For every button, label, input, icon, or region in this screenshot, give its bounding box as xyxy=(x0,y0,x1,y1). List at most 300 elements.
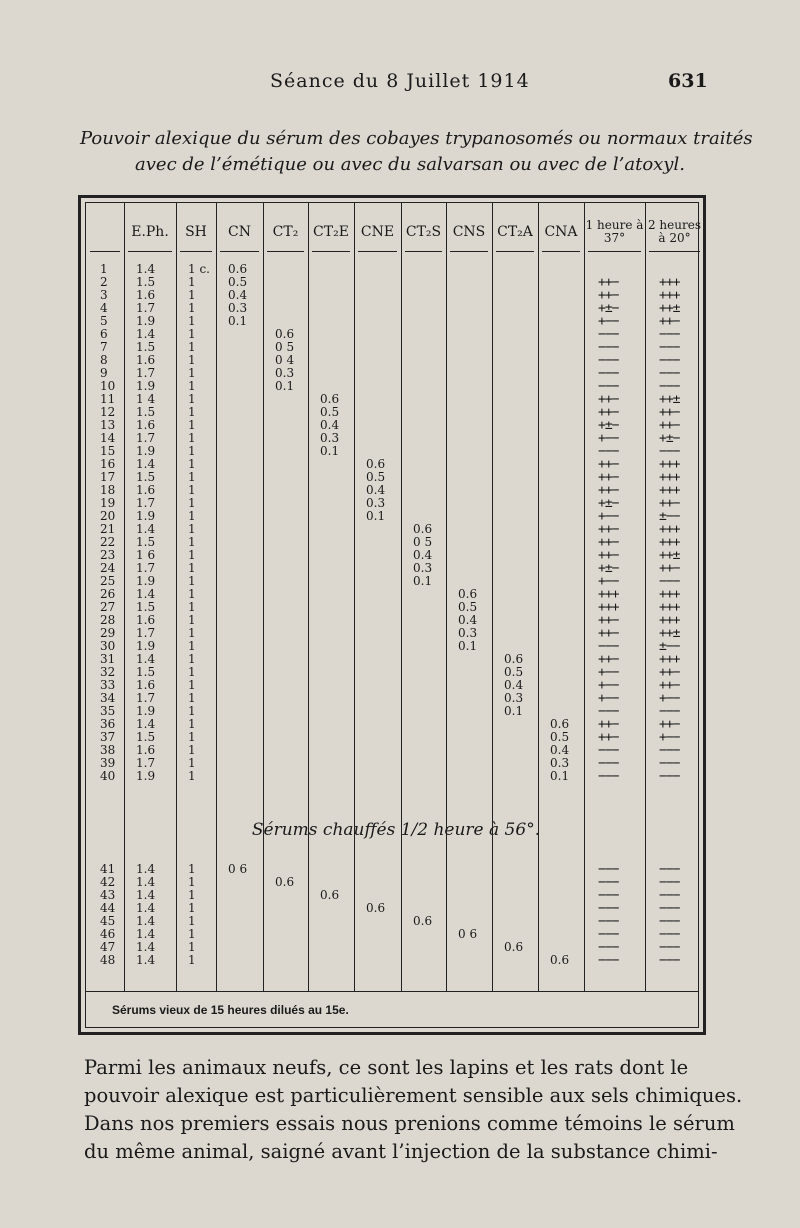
cell-row-number: 19 xyxy=(100,496,116,510)
cell-eph: 1.7 xyxy=(136,691,156,705)
cell-sh: 1 xyxy=(188,678,196,692)
cell-sh: 1 xyxy=(188,927,196,941)
paragraph-line-3: Dans nos premiers essais nous prenions comme témoins le sérum xyxy=(84,1112,735,1135)
cell-eph: 1.9 xyxy=(136,639,156,653)
cell-sh: 1 xyxy=(188,756,196,770)
reaction-hours-2-20: +++ xyxy=(659,288,680,303)
cell-eph: 1.4 xyxy=(136,940,156,954)
reaction-hours-2-20: ++− xyxy=(659,561,680,576)
reaction-hour-1-37: −−− xyxy=(598,953,619,968)
cell-eph: 1.4 xyxy=(136,953,156,967)
cell-row-number: 12 xyxy=(100,405,116,419)
cell-sh: 1 xyxy=(188,483,196,497)
reaction-hours-2-20: −−− xyxy=(659,914,680,929)
cell-row-number: 35 xyxy=(100,704,116,718)
cell-sh: 1 xyxy=(188,665,196,679)
reaction-hour-1-37: −−− xyxy=(598,743,619,758)
cell-row-number: 30 xyxy=(100,639,116,653)
reaction-hour-1-37: +−− xyxy=(598,665,619,680)
column-rule xyxy=(263,203,264,991)
cell-cns: 0.6 xyxy=(458,587,478,601)
reaction-hours-2-20: −−− xyxy=(659,953,680,968)
caption-line-1: Pouvoir alexique du sérum des cobayes trypanosomés ou normaux traités xyxy=(80,128,753,149)
cell-row-number: 48 xyxy=(100,953,116,967)
cell-cna: 0.5 xyxy=(550,730,570,744)
reaction-hour-1-37: −−− xyxy=(598,756,619,771)
cell-sh: 1 xyxy=(188,327,196,341)
cell-eph: 1.9 xyxy=(136,444,156,458)
cell-eph: 1.9 xyxy=(136,379,156,393)
cell-sh: 1 xyxy=(188,769,196,783)
cell-sh: 1 xyxy=(188,639,196,653)
cell-sh: 1 xyxy=(188,548,196,562)
reaction-hours-2-20: +++ xyxy=(659,275,680,290)
cell-eph: 1 4 xyxy=(136,392,156,406)
header-underline xyxy=(220,251,259,252)
reaction-hour-1-37: ++− xyxy=(598,548,619,563)
cell-row-number: 7 xyxy=(100,340,108,354)
reaction-hours-2-20: ++− xyxy=(659,678,680,693)
reaction-hour-1-37: −−− xyxy=(598,901,619,916)
cell-ct2a: 0.4 xyxy=(504,678,524,692)
column-header-cne: CNE xyxy=(360,223,395,240)
cell-cns: 0 6 xyxy=(458,927,478,941)
reaction-hours-2-20: −−− xyxy=(659,379,680,394)
reaction-hours-2-20: −−− xyxy=(659,940,680,955)
reaction-hour-1-37: ++− xyxy=(598,288,619,303)
cell-eph: 1.5 xyxy=(136,730,156,744)
reaction-hour-1-37: +−− xyxy=(598,509,619,524)
header-underline xyxy=(180,251,212,252)
reaction-hour-1-37: +±− xyxy=(598,301,619,316)
reaction-hours-2-20: +++ xyxy=(659,600,680,615)
cell-cne: 0.6 xyxy=(366,901,386,915)
cell-sh: 1 xyxy=(188,353,196,367)
cell-eph: 1 6 xyxy=(136,548,156,562)
cell-cne: 0.5 xyxy=(366,470,386,484)
cell-eph: 1.7 xyxy=(136,431,156,445)
cell-eph: 1.5 xyxy=(136,665,156,679)
cell-sh: 1 xyxy=(188,875,196,889)
column-rule xyxy=(645,203,646,991)
cell-row-number: 45 xyxy=(100,914,116,928)
reaction-hours-2-20: ++± xyxy=(659,626,680,641)
cell-eph: 1.4 xyxy=(136,587,156,601)
reaction-hour-1-37: −−− xyxy=(598,639,619,654)
cell-cne: 0.4 xyxy=(366,483,386,497)
cell-cn: 0.3 xyxy=(228,301,248,315)
reaction-hour-1-37: +−− xyxy=(598,574,619,589)
reaction-hours-2-20: −−− xyxy=(659,366,680,381)
cell-row-number: 41 xyxy=(100,862,116,876)
header-underline xyxy=(358,251,397,252)
cell-cn: 0.1 xyxy=(228,314,248,328)
cell-eph: 1.4 xyxy=(136,717,156,731)
cell-cna: 0.1 xyxy=(550,769,570,783)
reaction-hours-2-20: ++± xyxy=(659,392,680,407)
cell-sh: 1 xyxy=(188,652,196,666)
cell-row-number: 25 xyxy=(100,574,116,588)
cell-sh: 1 xyxy=(188,691,196,705)
cell-eph: 1.7 xyxy=(136,626,156,640)
reaction-hour-1-37: ++− xyxy=(598,626,619,641)
cell-cn: 0 6 xyxy=(228,862,248,876)
cell-eph: 1.5 xyxy=(136,405,156,419)
cell-sh: 1 xyxy=(188,730,196,744)
paragraph-line-2: pouvoir alexique est particulièrement sensible aux sels chimiques. xyxy=(84,1084,743,1107)
cell-sh: 1 xyxy=(188,418,196,432)
cell-ct2e: 0.6 xyxy=(320,392,340,406)
reaction-hour-1-37: ++− xyxy=(598,275,619,290)
cell-eph: 1.9 xyxy=(136,704,156,718)
cell-row-number: 43 xyxy=(100,888,116,902)
cell-ct2: 0 5 xyxy=(275,340,295,354)
column-rule xyxy=(176,203,177,991)
cell-ct2e: 0.1 xyxy=(320,444,340,458)
running-header xyxy=(0,70,800,96)
column-header-cn: CN xyxy=(228,223,251,240)
cell-sh: 1 xyxy=(188,444,196,458)
header-underline xyxy=(450,251,488,252)
cell-eph: 1.4 xyxy=(136,652,156,666)
reaction-hours-2-20: ++− xyxy=(659,665,680,680)
cell-eph: 1.4 xyxy=(136,862,156,876)
reaction-hours-2-20: +++ xyxy=(659,483,680,498)
cell-sh: 1 xyxy=(188,535,196,549)
cell-row-number: 33 xyxy=(100,678,116,692)
reaction-hours-2-20: −−− xyxy=(659,756,680,771)
cell-eph: 1.6 xyxy=(136,678,156,692)
cell-row-number: 27 xyxy=(100,600,116,614)
cell-sh: 1 xyxy=(188,496,196,510)
reaction-hours-2-20: −−− xyxy=(659,888,680,903)
cell-sh: 1 xyxy=(188,626,196,640)
cell-row-number: 17 xyxy=(100,470,116,484)
reaction-hour-1-37: ++− xyxy=(598,730,619,745)
cell-eph: 1.7 xyxy=(136,301,156,315)
cell-row-number: 11 xyxy=(100,392,116,406)
cell-ct2e: 0.5 xyxy=(320,405,340,419)
cell-row-number: 28 xyxy=(100,613,116,627)
reaction-hour-1-37: −−− xyxy=(598,940,619,955)
column-rule xyxy=(401,203,402,991)
reaction-hour-1-37: −−− xyxy=(598,444,619,459)
cell-eph: 1.4 xyxy=(136,457,156,471)
cell-cna: 0.4 xyxy=(550,743,570,757)
cell-row-number: 38 xyxy=(100,743,116,757)
cell-eph: 1.5 xyxy=(136,600,156,614)
column-header-sh: SH xyxy=(185,223,207,240)
reaction-hours-2-20: −−− xyxy=(659,862,680,877)
cell-sh: 1 xyxy=(188,457,196,471)
column-rule xyxy=(124,203,125,991)
cell-row-number: 15 xyxy=(100,444,116,458)
reaction-hours-2-20: +++ xyxy=(659,652,680,667)
cell-row-number: 31 xyxy=(100,652,116,666)
column-header-ct2e: CT₂E xyxy=(313,223,349,240)
cell-sh: 1 xyxy=(188,275,196,289)
cell-sh: 1 xyxy=(188,366,196,380)
reaction-hour-1-37: +−− xyxy=(598,314,619,329)
column-header-hour-1-37: 1 heure à 37° xyxy=(585,218,644,245)
column-rule xyxy=(538,203,539,991)
column-rule xyxy=(354,203,355,991)
reaction-hours-2-20: −−− xyxy=(659,574,680,589)
cell-sh: 1 xyxy=(188,509,196,523)
reaction-hour-1-37: ++− xyxy=(598,405,619,420)
cell-eph: 1.4 xyxy=(136,888,156,902)
reaction-hour-1-37: +±− xyxy=(598,561,619,576)
reaction-hour-1-37: ++− xyxy=(598,717,619,732)
cell-sh: 1 xyxy=(188,600,196,614)
reaction-hour-1-37: ++− xyxy=(598,483,619,498)
cell-row-number: 16 xyxy=(100,457,116,471)
reaction-hours-2-20: −−− xyxy=(659,353,680,368)
paragraph-line-1: Parmi les animaux neufs, ce sont les lapins et les rats dont le xyxy=(84,1056,689,1079)
cell-row-number: 5 xyxy=(100,314,108,328)
cell-eph: 1.4 xyxy=(136,327,156,341)
cell-cn: 0.5 xyxy=(228,275,248,289)
cell-sh: 1 xyxy=(188,587,196,601)
cell-eph: 1.7 xyxy=(136,756,156,770)
reaction-hours-2-20: ++± xyxy=(659,301,680,316)
cell-cna: 0.3 xyxy=(550,756,570,770)
cell-eph: 1.4 xyxy=(136,522,156,536)
cell-row-number: 44 xyxy=(100,901,116,915)
reaction-hours-2-20: +−− xyxy=(659,691,680,706)
cell-sh: 1 xyxy=(188,379,196,393)
cell-ct2: 0.6 xyxy=(275,875,295,889)
header-underline xyxy=(90,251,120,252)
cell-row-number: 47 xyxy=(100,940,116,954)
column-header-ct2: CT₂ xyxy=(272,223,299,240)
reaction-hour-1-37: +−− xyxy=(598,431,619,446)
cell-ct2e: 0.3 xyxy=(320,431,340,445)
cell-eph: 1.6 xyxy=(136,613,156,627)
cell-cna: 0.6 xyxy=(550,953,570,967)
reaction-hour-1-37: ++− xyxy=(598,392,619,407)
reaction-hours-2-20: ++− xyxy=(659,717,680,732)
page-number: 631 xyxy=(668,70,708,92)
cell-cns: 0.5 xyxy=(458,600,478,614)
reaction-hours-2-20: +±− xyxy=(659,431,680,446)
cell-cna: 0.6 xyxy=(550,717,570,731)
cell-row-number: 40 xyxy=(100,769,116,783)
reaction-hour-1-37: −−− xyxy=(598,862,619,877)
cell-sh: 1 c. xyxy=(188,262,210,276)
cell-row-number: 8 xyxy=(100,353,108,367)
cell-eph: 1.4 xyxy=(136,927,156,941)
cell-eph: 1.7 xyxy=(136,496,156,510)
reaction-hours-2-20: −−− xyxy=(659,927,680,942)
cell-eph: 1.6 xyxy=(136,418,156,432)
cell-ct2a: 0.6 xyxy=(504,652,524,666)
cell-ct2: 0.3 xyxy=(275,366,295,380)
cell-row-number: 1 xyxy=(100,262,108,276)
cell-sh: 1 xyxy=(188,901,196,915)
cell-sh: 1 xyxy=(188,862,196,876)
caption-line-2: avec de l’émétique ou avec du salvarsan ou avec de l’atoxyl. xyxy=(135,154,685,175)
reaction-hour-1-37: ++− xyxy=(598,457,619,472)
cell-ct2: 0.1 xyxy=(275,379,295,393)
cell-ct2s: 0.1 xyxy=(413,574,433,588)
cell-eph: 1.9 xyxy=(136,574,156,588)
reaction-hour-1-37: +++ xyxy=(598,600,619,615)
reaction-hour-1-37: −−− xyxy=(598,927,619,942)
header-underline xyxy=(649,251,700,252)
cell-ct2a: 0.3 xyxy=(504,691,524,705)
cell-sh: 1 xyxy=(188,392,196,406)
reaction-hours-2-20: +++ xyxy=(659,535,680,550)
cell-eph: 1.9 xyxy=(136,509,156,523)
cell-eph: 1.6 xyxy=(136,353,156,367)
reaction-hour-1-37: −−− xyxy=(598,353,619,368)
reaction-hours-2-20: +++ xyxy=(659,522,680,537)
reaction-hour-1-37: −−− xyxy=(598,340,619,355)
reaction-hours-2-20: −−− xyxy=(659,340,680,355)
cell-ct2s: 0.4 xyxy=(413,548,433,562)
cell-sh: 1 xyxy=(188,522,196,536)
cell-row-number: 20 xyxy=(100,509,116,523)
reaction-hours-2-20: ±−− xyxy=(659,509,680,524)
cell-ct2a: 0.1 xyxy=(504,704,524,718)
cell-sh: 1 xyxy=(188,953,196,967)
cell-sh: 1 xyxy=(188,405,196,419)
cell-cn: 0.6 xyxy=(228,262,248,276)
cell-row-number: 13 xyxy=(100,418,116,432)
column-rule xyxy=(446,203,447,991)
cell-sh: 1 xyxy=(188,888,196,902)
reaction-hour-1-37: +++ xyxy=(598,587,619,602)
cell-ct2s: 0.6 xyxy=(413,914,433,928)
cell-row-number: 4 xyxy=(100,301,108,315)
reaction-hour-1-37: +±− xyxy=(598,496,619,511)
cell-row-number: 21 xyxy=(100,522,116,536)
cell-sh: 1 xyxy=(188,914,196,928)
reaction-hours-2-20: ++− xyxy=(659,496,680,511)
reaction-hour-1-37: ++− xyxy=(598,613,619,628)
cell-ct2s: 0.6 xyxy=(413,522,433,536)
reaction-hours-2-20: ±−− xyxy=(659,639,680,654)
reaction-hours-2-20: ++− xyxy=(659,405,680,420)
cell-eph: 1.9 xyxy=(136,769,156,783)
cell-ct2a: 0.6 xyxy=(504,940,524,954)
cell-cne: 0.3 xyxy=(366,496,386,510)
reaction-hour-1-37: ++− xyxy=(598,470,619,485)
cell-eph: 1.5 xyxy=(136,470,156,484)
table-caption xyxy=(80,126,753,178)
cell-row-number: 29 xyxy=(100,626,116,640)
paragraph-line-4: du même animal, saigné avant l’injection de la substance chimi- xyxy=(84,1140,718,1163)
cell-eph: 1.4 xyxy=(136,262,156,276)
reaction-hours-2-20: −−− xyxy=(659,875,680,890)
footnote-rule xyxy=(86,991,698,992)
cell-sh: 1 xyxy=(188,717,196,731)
cell-row-number: 39 xyxy=(100,756,116,770)
cell-ct2e: 0.4 xyxy=(320,418,340,432)
column-rule xyxy=(308,203,309,991)
cell-row-number: 46 xyxy=(100,927,116,941)
cell-cns: 0.3 xyxy=(458,626,478,640)
cell-sh: 1 xyxy=(188,288,196,302)
cell-sh: 1 xyxy=(188,301,196,315)
reaction-hours-2-20: −−− xyxy=(659,704,680,719)
column-header-cna: CNA xyxy=(544,223,578,240)
reaction-hours-2-20: +++ xyxy=(659,457,680,472)
cell-row-number: 6 xyxy=(100,327,108,341)
cell-sh: 1 xyxy=(188,431,196,445)
column-header-eph: E.Ph. xyxy=(131,223,169,240)
header-underline xyxy=(312,251,350,252)
results-table-inner xyxy=(85,202,699,1028)
column-header-cns: CNS xyxy=(452,223,486,240)
cell-sh: 1 xyxy=(188,704,196,718)
cell-eph: 1.5 xyxy=(136,340,156,354)
reaction-hour-1-37: −−− xyxy=(598,914,619,929)
reaction-hours-2-20: −−− xyxy=(659,901,680,916)
column-rule xyxy=(492,203,493,991)
reaction-hour-1-37: +−− xyxy=(598,678,619,693)
reaction-hour-1-37: −−− xyxy=(598,327,619,342)
reaction-hours-2-20: +−− xyxy=(659,730,680,745)
cell-eph: 1.4 xyxy=(136,901,156,915)
cell-sh: 1 xyxy=(188,743,196,757)
cell-ct2s: 0 5 xyxy=(413,535,433,549)
column-header-hours-2-20: 2 heures à 20° xyxy=(647,218,701,245)
cell-row-number: 24 xyxy=(100,561,116,575)
reaction-hour-1-37: +±− xyxy=(598,418,619,433)
reaction-hours-2-20: −−− xyxy=(659,743,680,758)
cell-row-number: 10 xyxy=(100,379,116,393)
reaction-hours-2-20: +++ xyxy=(659,613,680,628)
cell-sh: 1 xyxy=(188,314,196,328)
header-underline xyxy=(496,251,534,252)
cell-row-number: 32 xyxy=(100,665,116,679)
cell-row-number: 2 xyxy=(100,275,108,289)
reaction-hours-2-20: ++− xyxy=(659,314,680,329)
cell-sh: 1 xyxy=(188,940,196,954)
cell-cne: 0.6 xyxy=(366,457,386,471)
cell-sh: 1 xyxy=(188,340,196,354)
cell-eph: 1.6 xyxy=(136,288,156,302)
cell-sh: 1 xyxy=(188,574,196,588)
reaction-hour-1-37: −−− xyxy=(598,875,619,890)
reaction-hour-1-37: ++− xyxy=(598,522,619,537)
column-rule xyxy=(216,203,217,991)
column-rule xyxy=(584,203,585,991)
cell-row-number: 36 xyxy=(100,717,116,731)
reaction-hour-1-37: +−− xyxy=(598,691,619,706)
header-title: Séance du 8 Juillet 1914 xyxy=(270,70,530,92)
cell-row-number: 37 xyxy=(100,730,116,744)
reaction-hours-2-20: ++± xyxy=(659,548,680,563)
header-underline xyxy=(267,251,304,252)
cell-ct2s: 0.3 xyxy=(413,561,433,575)
cell-eph: 1.4 xyxy=(136,875,156,889)
header-underline xyxy=(405,251,442,252)
cell-sh: 1 xyxy=(188,613,196,627)
cell-sh: 1 xyxy=(188,470,196,484)
header-underline xyxy=(128,251,172,252)
cell-row-number: 26 xyxy=(100,587,116,601)
reaction-hour-1-37: −−− xyxy=(598,379,619,394)
cell-cns: 0.1 xyxy=(458,639,478,653)
cell-cne: 0.1 xyxy=(366,509,386,523)
column-header-ct2s: CT₂S xyxy=(405,223,442,240)
reaction-hours-2-20: −−− xyxy=(659,327,680,342)
reaction-hour-1-37: ++− xyxy=(598,535,619,550)
reaction-hour-1-37: −−− xyxy=(598,888,619,903)
